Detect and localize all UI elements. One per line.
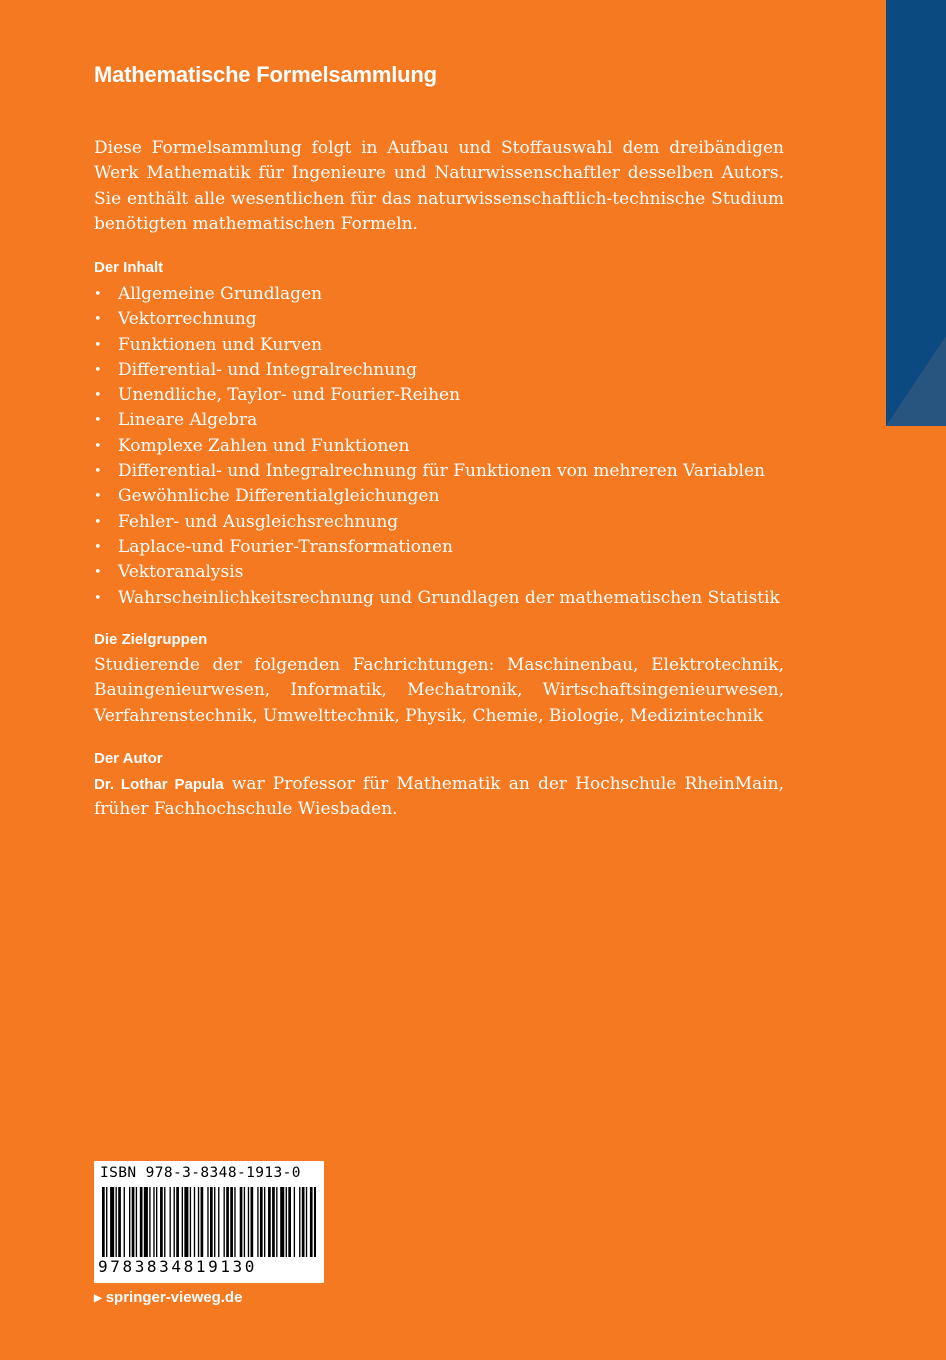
barcode-bar: [230, 1187, 233, 1257]
inhalt-item: [94, 282, 780, 307]
inhalt-item: [94, 383, 780, 408]
barcode-bar: [244, 1187, 245, 1257]
inhalt-heading: Der Inhalt: [94, 259, 164, 276]
barcode-bar: [257, 1187, 258, 1257]
inhalt-item-label: Allgemeine Grundlagen: [118, 284, 323, 304]
arrow-right-icon: ▶: [94, 1293, 102, 1304]
barcode-bar: [164, 1187, 165, 1257]
inhalt-item-label: Lineare Algebra: [118, 410, 258, 431]
inhalt-item-label: Vektoranalysis: [118, 562, 244, 583]
barcode-bar: [140, 1187, 143, 1257]
inhalt-item: [94, 459, 780, 484]
bullet-icon: •: [94, 539, 102, 555]
zielgruppen-heading: Die Zielgruppen: [94, 631, 208, 648]
barcode-bar: [210, 1187, 213, 1257]
bullet-icon: •: [94, 312, 102, 328]
barcode-bar: [314, 1187, 316, 1257]
barcode-bar: [280, 1187, 284, 1257]
inhalt-item: [94, 307, 780, 332]
barcode-bar: [288, 1187, 291, 1257]
bullet-icon: •: [94, 489, 102, 505]
inhalt-item: [94, 510, 780, 535]
barcode-bar: [207, 1187, 208, 1257]
bullet-icon: •: [94, 514, 102, 530]
barcode-bar: [160, 1187, 163, 1257]
bullet-icon: •: [94, 388, 102, 404]
barcode-bar: [110, 1187, 114, 1257]
inhalt-item-label: Differential- und Integralrechnung: [118, 359, 418, 380]
barcode-bar: [234, 1187, 235, 1257]
inhalt-item-label: Gewöhnliche Differentialgleichungen: [118, 486, 440, 507]
bullet-icon: •: [94, 287, 102, 302]
barcode-bar: [272, 1187, 275, 1257]
barcode-box: [94, 1161, 324, 1283]
barcode-bar: [190, 1187, 191, 1257]
inhalt-item-label: Differential- und Integralrechnung für Funktionen von mehreren Variablen: [118, 461, 765, 482]
barcode-bar: [198, 1187, 199, 1257]
inhalt-item-label: Wahrscheinlichkeitsrechnung und Grundlagen der mathematischen Statistik: [118, 587, 780, 608]
bullet-icon: •: [94, 438, 102, 454]
barcode-bar: [218, 1187, 219, 1257]
bullet-icon: •: [94, 413, 102, 429]
barcode-bar: [184, 1187, 188, 1257]
barcode-bar: [226, 1187, 229, 1257]
barcode-bar: [129, 1187, 130, 1257]
author-name: Dr. Lothar Papula: [94, 776, 224, 793]
barcode-bar: [276, 1187, 277, 1257]
inhalt-item-label: Laplace-und Fourier-Transformationen: [118, 536, 453, 557]
inhalt-item: [94, 358, 780, 383]
inhalt-item-label: Vektorrechnung: [118, 309, 257, 330]
bullet-icon: •: [94, 337, 102, 353]
inhalt-item: [94, 586, 780, 611]
inhalt-item-label: Funktionen und Kurven: [118, 334, 323, 355]
ean-number: 9783834819130: [98, 1257, 258, 1276]
inhalt-item-label: Komplexe Zahlen und Funktionen: [118, 435, 410, 456]
barcode-bar: [248, 1187, 249, 1257]
barcode-bar: [106, 1187, 107, 1257]
inhalt-item: [94, 560, 780, 585]
barcode-bar: [174, 1187, 175, 1257]
inhalt-item: [94, 434, 780, 459]
barcode-bar: [306, 1187, 307, 1257]
autor-heading: Der Autor: [94, 750, 163, 767]
barcode-bar: [286, 1187, 287, 1257]
barcode-bar: [224, 1187, 225, 1257]
inhalt-item-label: Fehler- und Ausgleichsrechnung: [118, 511, 399, 532]
barcode-bar: [156, 1187, 157, 1257]
publisher-url: springer-vieweg.de: [105, 1289, 243, 1306]
barcode-bar: [260, 1187, 263, 1257]
barcode-bar: [194, 1187, 195, 1257]
barcode-bar: [132, 1187, 135, 1257]
autor-text: [94, 772, 784, 823]
barcode-bar: [302, 1187, 305, 1257]
barcode-bar: [294, 1187, 295, 1257]
inhalt-item: [94, 484, 780, 509]
inhalt-list: [94, 282, 780, 611]
barcode-bar: [118, 1187, 121, 1257]
bullet-icon: •: [94, 464, 102, 480]
book-title: Mathematische Formelsammlung: [94, 62, 437, 87]
barcode-bar: [201, 1187, 204, 1257]
barcode-bar: [124, 1187, 125, 1257]
isbn-label: ISBN 978-3-8348-1913-0: [100, 1165, 301, 1181]
author-description: war Professor für Mathematik an der Hochschule RheinMain, früher Fachhochschule Wiesbaden.: [94, 774, 784, 820]
inhalt-item: [94, 408, 780, 433]
barcode-bar: [170, 1187, 171, 1257]
barcode-bar: [251, 1187, 254, 1257]
barcode-bar: [240, 1187, 243, 1257]
barcode-bar: [116, 1187, 117, 1257]
barcode-bar: [153, 1187, 154, 1257]
publisher-link[interactable]: [94, 1289, 242, 1306]
inhalt-item: [94, 535, 780, 560]
zielgruppen-text: Studierende der folgenden Fachrichtungen: Maschinenbau, Elektrotechnik, Bauingenieurwesen, Informatik, Mechatronik, Wirtschaftsingenieurwesen, Verfahrenstechnik, Umwelttechnik, Physik, Chemie, Biologie, Medizintechnik: [94, 655, 784, 726]
bullet-icon: •: [94, 362, 102, 378]
barcode-bar: [182, 1187, 183, 1257]
inhalt-item-label: Unendliche, Taylor- und Fourier-Reihen: [118, 385, 461, 406]
bullet-icon: •: [94, 590, 102, 606]
barcode-bar: [144, 1187, 148, 1257]
barcode-bar: [299, 1187, 300, 1257]
barcode-icon: [102, 1187, 316, 1259]
inhalt-item: [94, 333, 780, 358]
barcode-bar: [136, 1187, 137, 1257]
barcode-bar: [214, 1187, 215, 1257]
barcode-bar: [264, 1187, 265, 1257]
barcode-bar: [310, 1187, 313, 1257]
barcode-bar: [149, 1187, 150, 1257]
spine-fold-shape: [886, 336, 946, 426]
bullet-icon: •: [94, 565, 102, 581]
barcode-bar: [102, 1187, 105, 1257]
intro-paragraph: Diese Formelsammlung folgt in Aufbau und Stoffauswahl dem dreibändigen Werk Mathematik für Ingenieure und Naturwissenschaftler desselben Autors. Sie enthält alle wesentlichen für das naturwissenschaftlich-technische Studium benötigten mathematischen Formeln.: [94, 138, 784, 234]
barcode-bar: [176, 1187, 179, 1257]
barcode-bar: [268, 1187, 271, 1257]
